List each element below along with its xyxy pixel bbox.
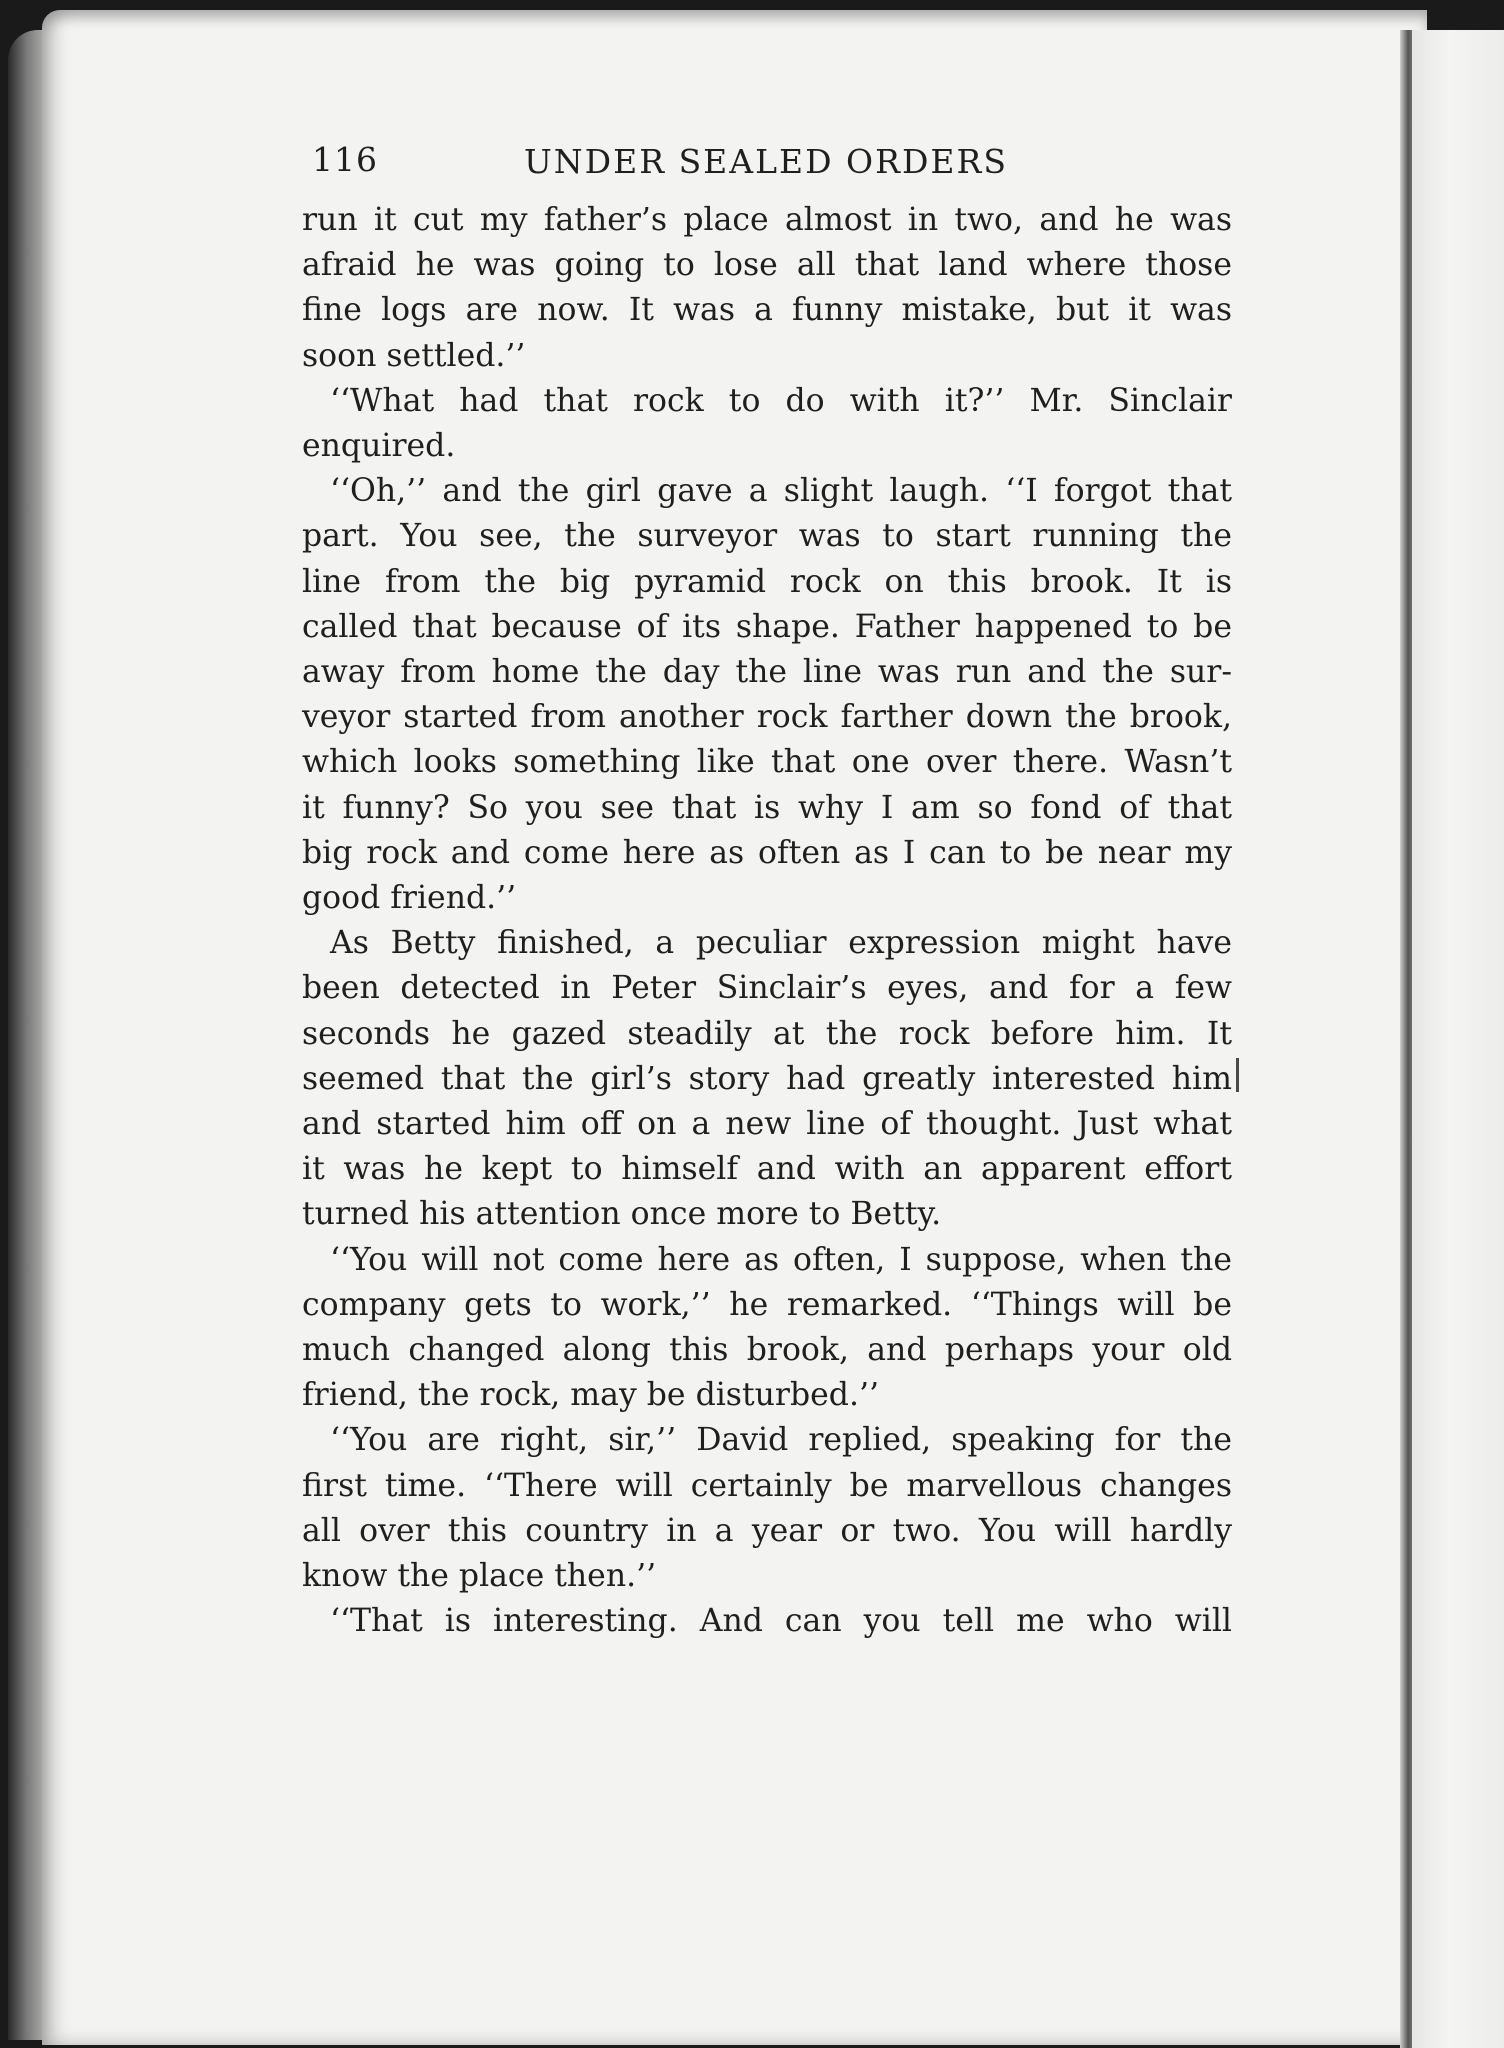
page-text-block (302, 138, 1242, 1645)
text-line: first time. ‘‘There will certainly be marvellous changes (302, 1467, 1232, 1504)
text-line: ‘‘You will not come here as often, I suppose, when the (330, 1241, 1232, 1278)
margin-ink-mark (1236, 1058, 1239, 1092)
text-line: soon settled.’’ (302, 337, 526, 374)
text-line: away from home the day the line was run and the sur- (302, 654, 1232, 691)
text-line: all over this country in a year or two. You will hardly (302, 1512, 1232, 1549)
text-line: it was he kept to himself and with an apparent effort (302, 1151, 1232, 1188)
running-head (302, 138, 1242, 198)
text-line: enquired. (302, 428, 456, 465)
text-line: ‘‘Oh,’’ and the girl gave a slight laugh. ‘‘I forgot that (330, 473, 1232, 510)
text-line: seemed that the girl’s story had greatly interested him (302, 1060, 1232, 1097)
text-line: veyor started from another rock farther down the brook, (302, 699, 1232, 736)
page-number: 116 (312, 140, 378, 179)
text-line: seconds he gazed steadily at the rock before him. It (302, 1015, 1232, 1052)
book-title: UNDER SEALED ORDERS (524, 142, 1008, 181)
body-text (302, 198, 1242, 1645)
text-line: ‘‘You are right, sir,’’ David replied, speaking for the (330, 1422, 1232, 1459)
text-line: afraid he was going to lose all that land where those (302, 247, 1232, 284)
text-line: ‘‘That is interesting. And can you tell me who will (330, 1603, 1232, 1640)
text-line: been detected in Peter Sinclair’s eyes, and for a few (302, 970, 1232, 1007)
text-line: good friend.’’ (302, 880, 517, 917)
text-line: run it cut my father’s place almost in two, and he was (302, 202, 1232, 238)
text-line: fine logs are now. It was a funny mistake, but it was (302, 292, 1232, 329)
text-line: it funny? So you see that is why I am so fond of that (302, 789, 1232, 826)
text-line: know the place then.’’ (302, 1558, 657, 1595)
text-line: called that because of its shape. Father happened to be (302, 608, 1232, 645)
text-line: big rock and come here as often as I can to be near my (302, 834, 1232, 871)
text-line: turned his attention once more to Betty. (302, 1196, 942, 1233)
facing-page-edge (1412, 30, 1504, 2048)
text-line: friend, the rock, may be disturbed.’’ (302, 1377, 879, 1414)
text-line: which looks something like that one over there. Wasn’t (302, 744, 1232, 781)
text-line: much changed along this brook, and perhaps your old (302, 1332, 1232, 1369)
text-line: part. You see, the surveyor was to start running the (302, 518, 1232, 555)
text-line: ‘‘What had that rock to do with it?’’ Mr. Sinclair (330, 382, 1232, 419)
text-line: and started him off on a new line of thought. Just what (302, 1106, 1232, 1143)
text-line: As Betty finished, a peculiar expression might have (330, 925, 1232, 962)
text-line: line from the big pyramid rock on this brook. It is (302, 563, 1232, 600)
text-line: company gets to work,’’ he remarked. ‘‘Things will be (302, 1286, 1232, 1323)
